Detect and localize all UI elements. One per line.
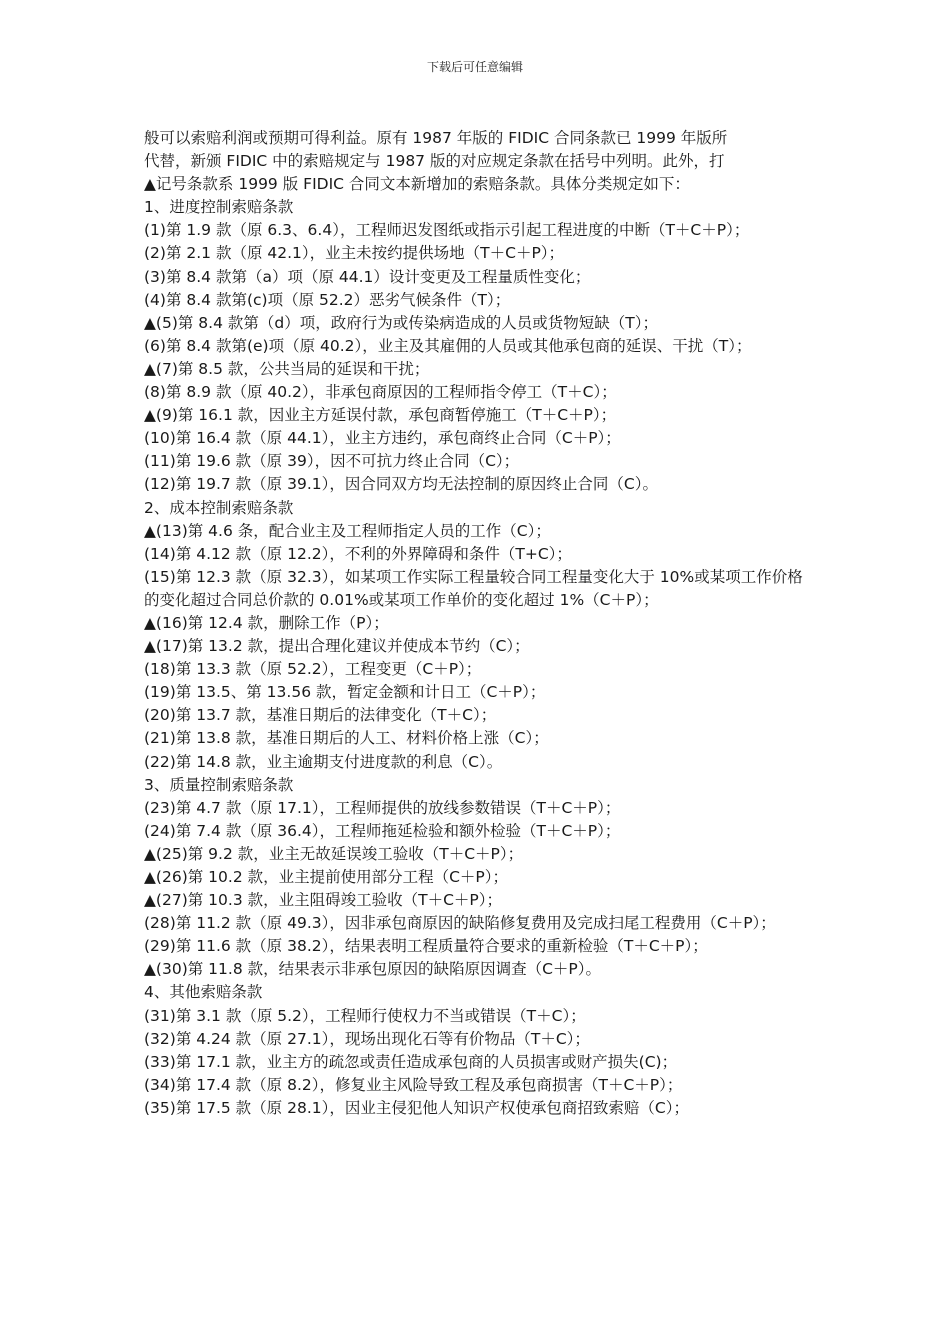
clause-text: (2)第 2.1 款（原 42.1），业主未按约提供场地（T＋C＋P）； xyxy=(144,244,565,263)
clause-item xyxy=(144,242,814,265)
clause-item: (11)第 19.6 款（原 39），因不可抗力终止合同（C）； xyxy=(144,452,520,471)
clause-item: (8)第 8.9 款（原 40.2），非承包商原因的工程师指令停工（T＋C）； xyxy=(144,383,617,402)
intro-line: 般可以索赔利润或预期可得利益。原有 1987 年版的 FIDIC 合同条款已 1999 年版所 xyxy=(144,129,728,147)
clause-item: (1)第 1.9 款（原 6.3、6.4），工程师迟发图纸或指示引起工程进度的中断（T＋C＋P）； xyxy=(144,221,750,240)
clause-item: (6)第 8.4 款第(e)项（原 40.2），业主及其雇佣的人员或其他承包商的延误、干扰（T）； xyxy=(144,336,752,355)
section-title: 2、成本控制索赔条款 xyxy=(144,498,294,517)
document-body xyxy=(144,127,814,1120)
clause-item: ▲(27)第 10.3 款，业主阻碍竣工验收（T＋C＋P）； xyxy=(144,891,502,910)
clause-item: (31)第 3.1 款（原 5.2），工程师行使权力不当或错误（T＋C）； xyxy=(144,1006,586,1025)
section-title: 3、质量控制索赔条款 xyxy=(144,775,294,794)
section-title: 4、其他索赔条款 xyxy=(144,983,263,1002)
clause-item: (18)第 13.3 款（原 52.2），工程变更（C＋P）； xyxy=(144,660,482,679)
clause-item: (10)第 16.4 款（原 44.1），业主方违约，承包商终止合同（C＋P）； xyxy=(144,429,621,448)
clause-item: (35)第 17.5 款（原 28.1），因业主侵犯他人知识产权使承包商招致索赔（C）； xyxy=(144,1098,689,1117)
clause-item: (29)第 11.6 款（原 38.2），结果表明工程质量符合要求的重新检验（T＋C＋P）； xyxy=(144,937,708,956)
clause-item: ▲(7)第 8.5 款，公共当局的延误和干扰； xyxy=(144,359,430,378)
clause-item: ▲(26)第 10.2 款，业主提前使用部分工程（C＋P）； xyxy=(144,868,509,886)
clause-item: (21)第 13.8 款，基准日期后的人工、材料价格上涨（C）； xyxy=(144,729,549,748)
clause-item: (4)第 8.4 款第(c)项（原 52.2）恶劣气候条件（T）； xyxy=(144,290,511,309)
clause-item: (28)第 11.2 款（原 49.3），因非承包商原因的缺陷修复费用及完成扫尾工程费用（C＋P）； xyxy=(144,914,776,933)
clause-item: ▲(5)第 8.4 款第（d）项，政府行为或传染病造成的人员或货物短缺（T）； xyxy=(144,313,658,332)
clause-item: (24)第 7.4 款（原 36.4），工程师拖延检验和额外检验（T＋C＋P）； xyxy=(144,821,621,840)
clause-item: ▲(13)第 4.6 条，配合业主及工程师指定人员的工作（C）； xyxy=(144,521,551,540)
clause-item: (23)第 4.7 款（原 17.1），工程师提供的放线参数错误（T＋C＋P）； xyxy=(144,798,621,817)
clause-item: (20)第 13.7 款，基准日期后的法律变化（T＋C）； xyxy=(144,706,497,725)
clause-item: ▲(17)第 13.2 款，提出合理化建议并使成本节约（C）； xyxy=(144,637,530,656)
clause-item: ▲(25)第 9.2 款，业主无故延误竣工验收（T＋C＋P）； xyxy=(144,844,524,863)
clause-item: (14)第 4.12 款（原 12.2），不利的外界障碍和条件（T+C）； xyxy=(144,544,572,563)
clause-item: (15)第 12.3 款（原 32.3），如某项工作实际工程量较合同工程量变化大于 10%或某项工作价格的变化超过合同总价款的 0.01%或某项工作单价的变化超过 1%（C＋P）； xyxy=(144,567,803,609)
clause-item: ▲(9)第 16.1 款，因业主方延误付款，承包商暂停施工（T＋C＋P）； xyxy=(144,406,617,425)
clause-item: (19)第 13.5、第 13.56 款，暂定金额和计日工（C＋P）； xyxy=(144,683,546,702)
clause-item: (32)第 4.24 款（原 27.1），现场出现化石等有价物品（T＋C）； xyxy=(144,1029,590,1048)
clause-item: (33)第 17.1 款，业主方的疏忽或责任造成承包商的人员损害或财产损失(C)； xyxy=(144,1052,678,1071)
intro-line: ▲记号条款系 1999 版 FIDIC 合同文本新增加的索赔条款。具体分类规定如下： xyxy=(144,175,690,194)
clause-item: ▲(16)第 12.4 款，删除工作（P）； xyxy=(144,613,389,632)
clause-item: (3)第 8.4 款第（a）项（原 44.1）设计变更及工程量质性变化； xyxy=(144,267,591,286)
clause-item: (22)第 14.8 款，业主逾期支付进度款的利息（C）。 xyxy=(144,752,503,771)
clause-item: ▲(30)第 11.8 款，结果表示非承包原因的缺陷原因调查（C＋P）。 xyxy=(144,960,602,979)
page-header: 下载后可任意编辑 xyxy=(426,60,523,74)
clause-item: (34)第 17.4 款（原 8.2），修复业主风险导致工程及承包商损害（T＋C＋P）； xyxy=(144,1075,683,1094)
intro-line: 代替，新颁 FIDIC 中的索赔规定与 1987 版的对应规定条款在括号中列明。此外，打 xyxy=(144,152,725,171)
clause-item: (12)第 19.7 款（原 39.1），因合同双方均无法控制的原因终止合同（C）。 xyxy=(144,475,658,494)
section-title: 1、进度控制索赔条款 xyxy=(144,198,294,217)
